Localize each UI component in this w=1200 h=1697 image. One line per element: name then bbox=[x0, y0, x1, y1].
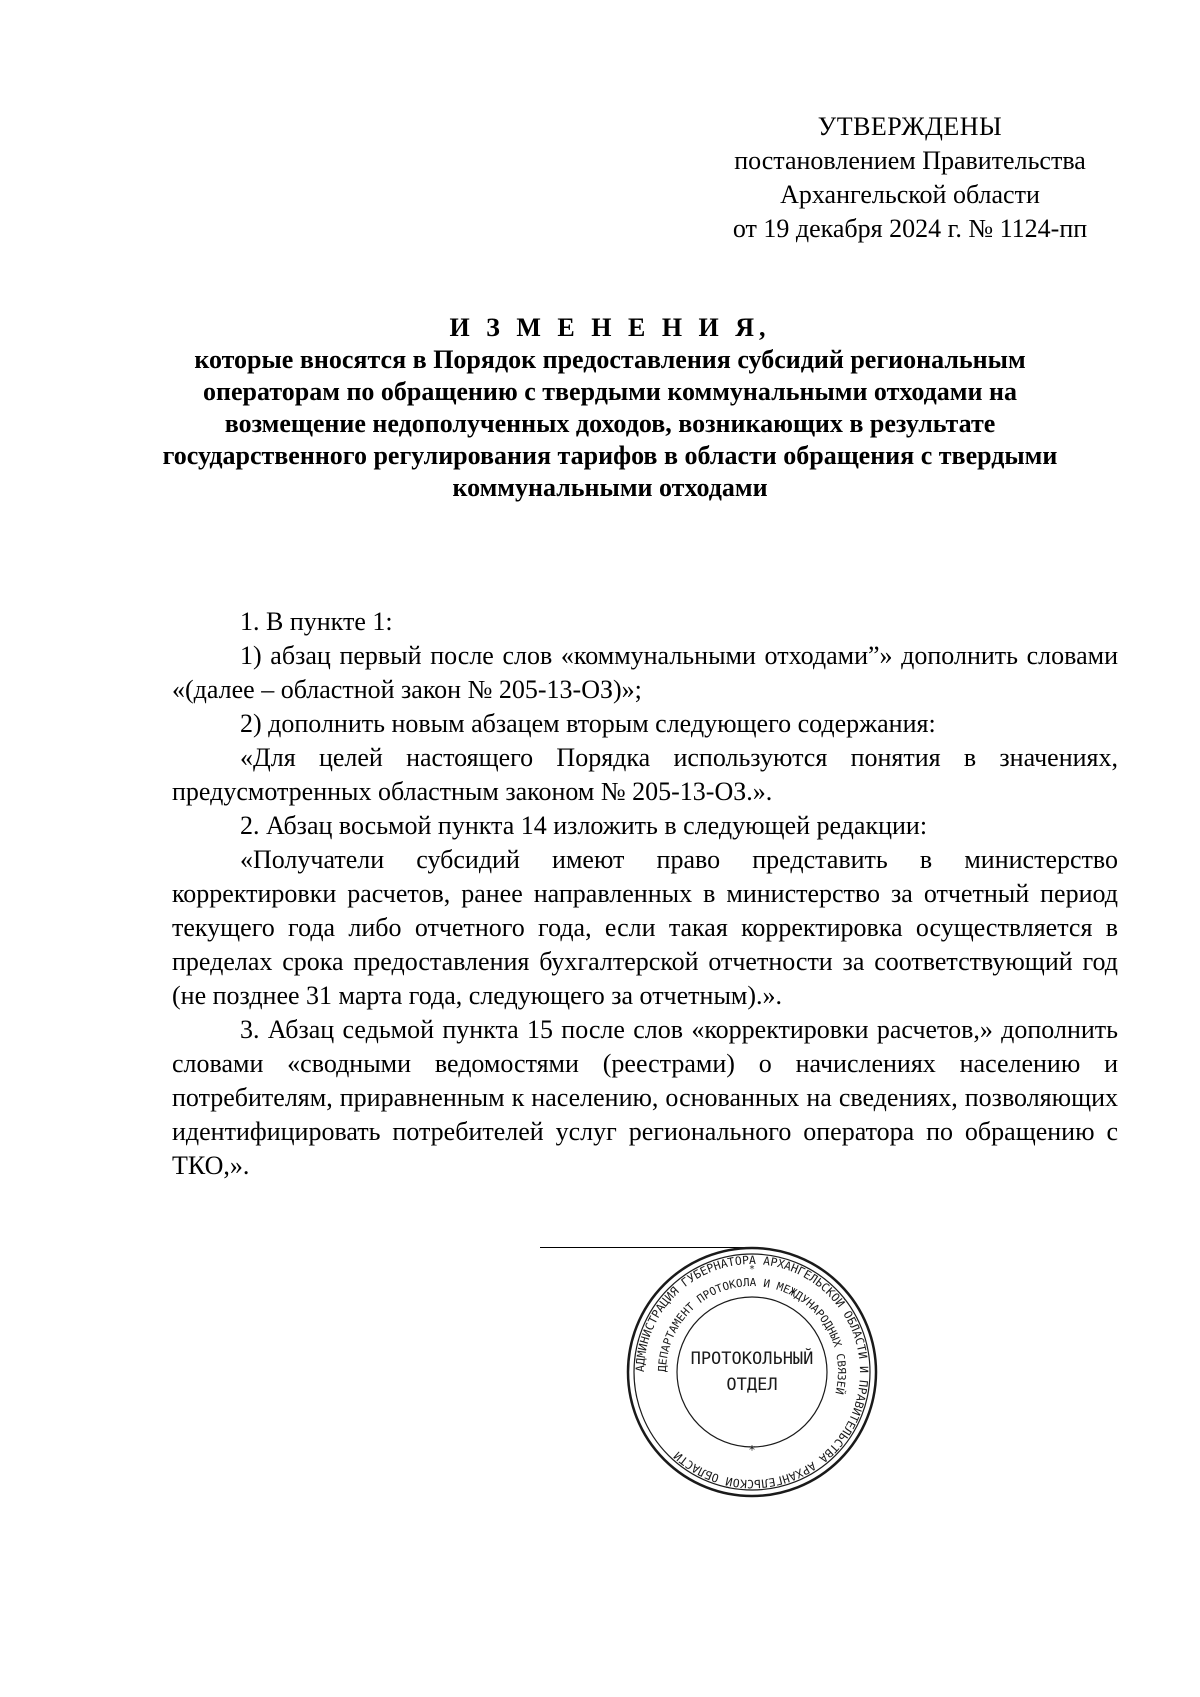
stamp-star-icon: * bbox=[749, 1443, 755, 1457]
protocol-department-stamp bbox=[622, 1242, 882, 1502]
paragraph: 1. В пункте 1: bbox=[240, 607, 393, 636]
title-subtitle: которые вносятся в Порядок предоставления субсидий региональным операторам по обращению с твердыми коммунальными отходами на возмещение недополученных доходов, возникающих в результате государственного регулирования тарифов в области обращения с твердыми коммунальными отходами bbox=[162, 345, 1058, 502]
paragraph: 2. Абзац восьмой пункта 14 изложить в следующей редакции: bbox=[240, 811, 928, 840]
paragraph: 2) дополнить новым абзацем вторым следующего содержания: bbox=[240, 709, 936, 738]
approval-block bbox=[700, 110, 1120, 246]
stamp-star-icon: * bbox=[749, 1264, 755, 1275]
approval-line-3: от 19 декабря 2024 г. № 1124-пп bbox=[732, 214, 1088, 243]
stamp-seal bbox=[622, 1242, 882, 1502]
approval-line-1: постановлением Правительства bbox=[734, 146, 1086, 175]
title-heading: И З М Е Н Е Н И Я, bbox=[449, 313, 771, 342]
document-body bbox=[172, 605, 1118, 1183]
paragraph: 1) абзац первый после слов «коммунальными отходами”» дополнить словами «(далее – областной закон № 205-13-ОЗ)»; bbox=[172, 641, 1118, 704]
paragraph: «Для целей настоящего Порядка используются понятия в значениях, предусмотренных областным законом № 205-13-ОЗ.». bbox=[172, 743, 1118, 806]
approval-line-2: Архангельской области bbox=[780, 180, 1040, 209]
document-title bbox=[160, 312, 1060, 504]
paragraph: «Получатели субсидий имеют право представить в министерство корректировки расчетов, ранее направленных в министерство за отчетный период текущего года либо отчетного года, если такая корректировка осуществляется в пределах срока предоставления бухгалтерской отчетности за соответствующий год (не позднее 31 марта года, следующего за отчетным).». bbox=[172, 845, 1118, 1010]
stamp-outer-text: АДМИНИСТРАЦИЯ ГУБЕРНАТОРА АРХАНГЕЛЬСКОЙ ОБЛАСТИ И ПРАВИТЕЛЬСТВА АРХАНГЕЛЬСКОЙ ОБЛАСТИ bbox=[632, 1252, 872, 1492]
stamp-center-line-1: ПРОТОКОЛЬНЫЙ bbox=[690, 1349, 814, 1369]
approval-heading: УТВЕРЖДЕНЫ bbox=[817, 112, 1003, 141]
paragraph: 3. Абзац седьмой пункта 15 после слов «корректировки расчетов,» дополнить словами «сводными ведомостями (реестрами) о начислениях населению и потребителям, приравненным к населению, основанных на сведениях, позволяющих идентифицировать потребителей услуг регионального оператора по обращению с ТКО,». bbox=[172, 1015, 1118, 1180]
stamp-center-line-2: ОТДЕЛ bbox=[726, 1375, 778, 1395]
stamp-inner-text: ДЕПАРТАМЕНТ ПРОТОКОЛА И МЕЖДУНАРОДНЫХ СВЯЗЕЙ bbox=[655, 1275, 849, 1396]
